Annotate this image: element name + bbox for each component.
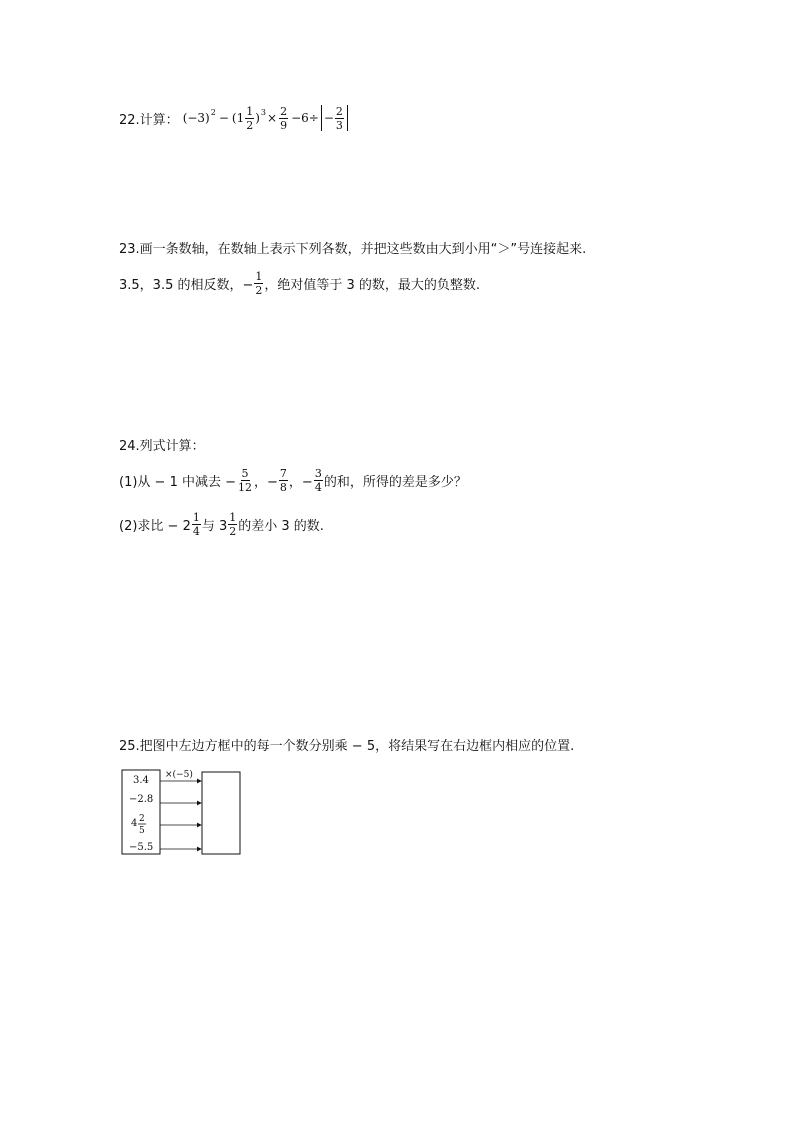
- mixed-fraction-denominator: 5: [139, 826, 145, 836]
- question-22-expression: (−3) 2 − (1 $\frac{1}{2}$ ) 3 × $\frac{2}{9}$ −6÷ − $\frac{2}{3}$: [183, 105, 350, 131]
- right-answer-box[interactable]: [202, 772, 240, 854]
- question-22-label: 22.计算：: [119, 112, 179, 128]
- fraction: $\frac{1}{2}$: [229, 510, 237, 538]
- fraction: $\frac{5}{12}$: [238, 466, 253, 494]
- question-24-part-1: (1)从 − 1 中减去 − $\frac{5}{12}$ ，− $\frac{7}{8}$ ，− $\frac{3}{4}$ 的和，所得的差是多少？: [119, 466, 467, 494]
- left-value: 3.4: [133, 775, 149, 786]
- operator-label: ×(−5): [165, 770, 193, 780]
- question-24-title: 24.列式计算：: [119, 438, 205, 454]
- question-24-part-2: (2)求比 − 2 $\frac{1}{4}$ 与 3 $\frac{1}{2}$ 的差小 3 的数.: [119, 510, 324, 538]
- fraction: $\frac{2}{9}$: [280, 104, 288, 132]
- fraction: $\frac{1}{2}$: [255, 269, 263, 297]
- fraction: $\frac{7}{8}$: [279, 466, 287, 494]
- question-23-line-1: 23.画一条数轴，在数轴上表示下列各数，并把这些数由大到小用“＞”号连接起来.: [119, 241, 587, 257]
- left-value: −5.5: [129, 842, 154, 853]
- question-23-line-2: 3.5，3.5 的相反数，− $\frac{1}{2}$ ，绝对值等于 3 的数，最大的负整数.: [119, 269, 481, 297]
- question-22: [119, 103, 350, 133]
- fraction: $\frac{2}{3}$: [335, 104, 343, 132]
- question-25: 25.把图中左边方框中的每一个数分别乘 − 5，将结果写在右边框内相应的位置.: [119, 738, 575, 754]
- mixed-fraction-numerator: 2: [139, 814, 145, 824]
- fraction: $\frac{1}{2}$: [246, 104, 254, 132]
- absolute-bar-right: [347, 105, 348, 131]
- fraction: $\frac{3}{4}$: [314, 466, 322, 494]
- left-value: 4: [131, 818, 138, 829]
- left-value: −2.8: [129, 794, 154, 805]
- fraction: $\frac{1}{4}$: [192, 510, 200, 538]
- absolute-bar-left: [321, 105, 322, 131]
- multiplication-diagram: [121, 769, 245, 861]
